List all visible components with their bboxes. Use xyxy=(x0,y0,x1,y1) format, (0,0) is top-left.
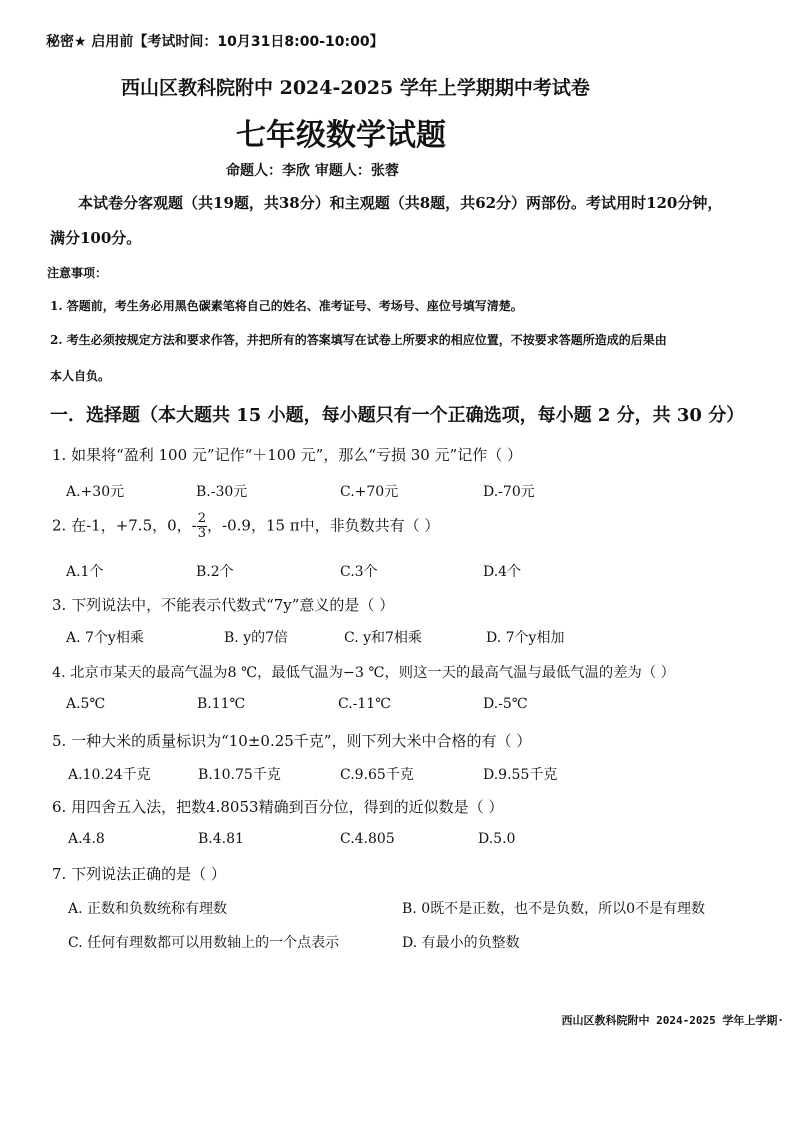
exam-time: 启用前【考试时间：10月31日8:00-10:00】 xyxy=(86,34,384,50)
page-footer: 西山区教科院附中 2024-2025 学年上学期· xyxy=(561,1014,784,1027)
note-item-1: 1. 答题前，考生务必用黑色碳素笔将自己的姓名、准考证号、考场号、座位号填写清楚。 xyxy=(50,299,523,313)
fraction-two-thirds xyxy=(197,512,207,541)
q2-option-a: A.1个 xyxy=(66,564,104,580)
q7-option-a: A. 正数和负数统称有理数 xyxy=(68,901,228,917)
q5-option-a: A.10.24千克 xyxy=(68,767,151,783)
q1-option-b: B.-30元 xyxy=(196,484,248,500)
note-item-2: 2. 考生必须按规定方法和要求作答，并把所有的答案填写在试卷上所要求的相应位置，不按要求答题所造成的后果由 xyxy=(50,333,667,347)
question-1-stem: 1. 如果将“盈利 100 元”记作“＋100 元”，那么“亏损 30 元”记作（ ） xyxy=(52,446,523,464)
question-3-stem: 3. 下列说法中，不能表示代数式“7y”意义的是（ ） xyxy=(52,596,395,614)
q2-stem-after: ，-0.9，15 π中，非负数共有（ ） xyxy=(207,516,440,535)
q6-option-c: C.4.805 xyxy=(340,831,395,847)
q7-option-b: B. 0既不是正数，也不是负数，所以0不是有理数 xyxy=(402,901,706,917)
question-6-stem: 6. 用四舍五入法，把数4.8053精确到百分位，得到的近似数是（ ） xyxy=(52,798,504,816)
q4-option-b: B.11℃ xyxy=(197,696,246,712)
authors-line: 命题人：李欣 审题人：张蓉 xyxy=(226,163,399,179)
q5-option-c: C.9.65千克 xyxy=(340,767,414,783)
q7-option-d: D. 有最小的负整数 xyxy=(402,935,520,951)
q2-option-c: C.3个 xyxy=(340,564,378,580)
q4-option-c: C.-11℃ xyxy=(338,696,391,712)
secret-label: 秘密 xyxy=(46,34,74,50)
q3-option-c: C. y和7相乘 xyxy=(344,630,422,646)
question-7-stem: 7. 下列说法正确的是（ ） xyxy=(52,865,226,883)
q3-option-d: D. 7个y相加 xyxy=(486,630,565,646)
intro-line-2: 满分100分。 xyxy=(50,229,142,247)
star-icon: ★ xyxy=(74,34,87,50)
confidential-header xyxy=(46,31,384,51)
question-4-stem: 4. 北京市某天的最高气温为8 ℃，最低气温为−3 ℃，则这一天的最高气温与最低气温的差为（ ） xyxy=(52,665,675,681)
q1-option-a: A.+30元 xyxy=(66,484,125,500)
question-5-stem: 5. 一种大米的质量标识为“10±0.25千克”，则下列大米中合格的有（ ） xyxy=(52,732,532,750)
q6-option-b: B.4.81 xyxy=(198,831,244,847)
q6-option-d: D.5.0 xyxy=(478,831,516,847)
q1-option-d: D.-70元 xyxy=(483,484,535,500)
q3-option-a: A. 7个y相乘 xyxy=(66,630,144,646)
q7-option-c: C. 任何有理数都可以用数轴上的一个点表示 xyxy=(68,935,340,951)
q6-option-a: A.4.8 xyxy=(68,831,105,847)
school-title: 西山区教科院附中 2024-2025 学年上学期期中考试卷 xyxy=(121,77,590,99)
question-2-stem xyxy=(52,512,439,541)
q5-option-d: D.9.55千克 xyxy=(483,767,558,783)
intro-line-1: 本试卷分客观题（共19题，共38分）和主观题（共8题，共62分）两部份。考试用时120分钟， xyxy=(78,194,723,212)
q2-option-d: D.4个 xyxy=(483,564,522,580)
section-heading: 一．选择题（本大题共 15 小题，每小题只有一个正确选项，每小题 2 分，共 30 分） xyxy=(50,405,745,426)
q2-option-b: B.2个 xyxy=(196,564,234,580)
notes-heading: 注意事项： xyxy=(47,266,108,280)
fraction-numerator: 2 xyxy=(197,511,207,526)
exam-title: 七年级数学试题 xyxy=(236,118,446,153)
q3-option-b: B. y的7倍 xyxy=(224,630,289,646)
q2-stem-before: 2. 在-1，+7.5，0，- xyxy=(52,516,197,535)
q4-option-a: A.5℃ xyxy=(66,696,106,712)
q4-option-d: D.-5℃ xyxy=(483,696,528,712)
q5-option-b: B.10.75千克 xyxy=(198,767,281,783)
q1-option-c: C.+70元 xyxy=(340,484,399,500)
note-item-2-cont: 本人自负。 xyxy=(50,369,111,383)
fraction-denominator: 3 xyxy=(197,526,207,541)
